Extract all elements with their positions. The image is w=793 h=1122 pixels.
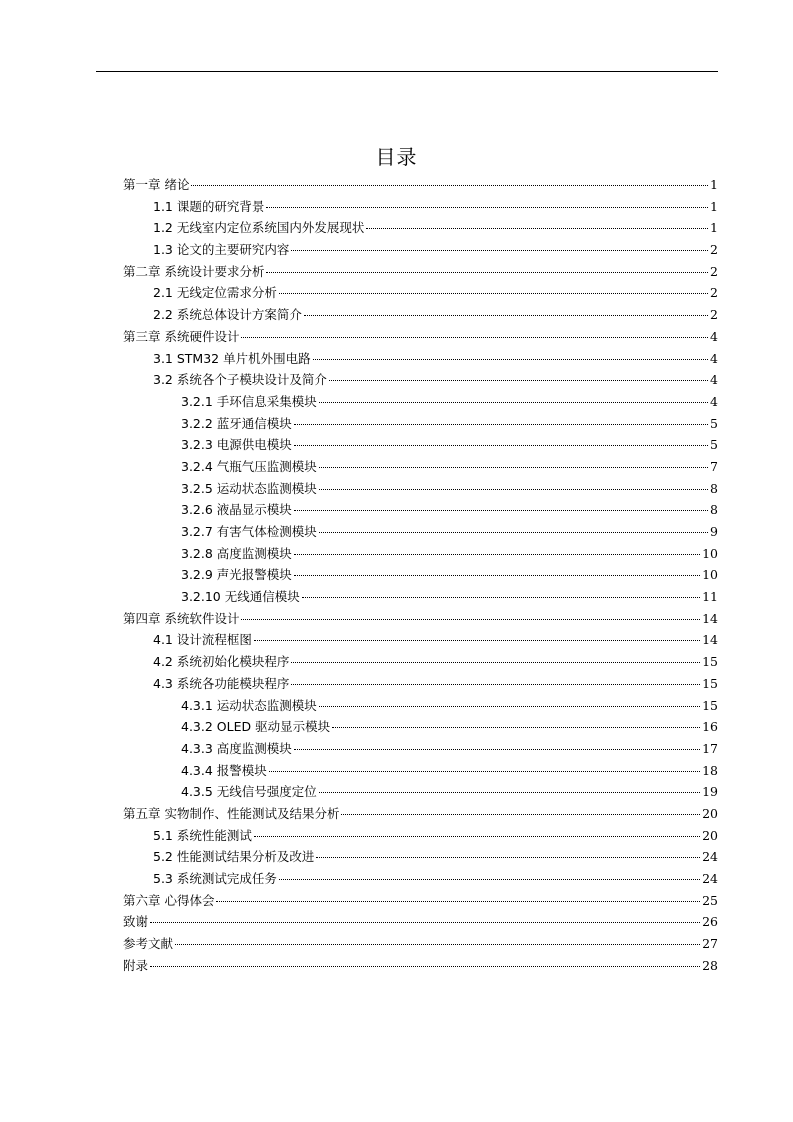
toc-entry-label: 4.3 系统各功能模块程序: [153, 675, 290, 691]
toc-dot-leader: [294, 424, 708, 425]
toc-dot-leader: [319, 706, 700, 707]
toc-page-number: 19: [702, 784, 718, 800]
toc-dot-leader: [150, 966, 700, 967]
toc-page-number: 4: [710, 372, 718, 388]
toc-entry-label: 5.2 性能测试结果分析及改进: [153, 849, 315, 865]
toc-dot-leader: [304, 315, 708, 316]
toc-entry[interactable]: [123, 522, 718, 544]
toc-entry-label: 2.2 系统总体设计方案简介: [153, 307, 302, 323]
toc-dot-leader: [319, 792, 700, 793]
toc-entry-label: 第六章 心得体会: [123, 892, 215, 908]
toc-page-number: 8: [710, 502, 718, 518]
toc-page-number: 15: [702, 675, 718, 691]
toc-entry[interactable]: [123, 500, 718, 522]
toc-page-number: 24: [702, 849, 718, 865]
toc-page-number: 20: [702, 805, 718, 821]
toc-page-number: 4: [710, 350, 718, 366]
toc-entry-label: 4.3.2 OLED 驱动显示模块: [181, 719, 331, 735]
toc-entry[interactable]: [123, 652, 718, 674]
toc-page-number: 2: [710, 263, 718, 279]
toc-entry[interactable]: [123, 912, 718, 934]
toc-page-number: 1: [710, 198, 718, 214]
toc-dot-leader: [266, 272, 708, 273]
toc-entry[interactable]: [123, 934, 718, 956]
toc-entry-label: 3.2.3 电源供电模块: [181, 437, 292, 453]
toc-dot-leader: [294, 445, 708, 446]
toc-page-number: 17: [702, 740, 718, 756]
toc-entry[interactable]: [123, 197, 718, 219]
toc-entry[interactable]: [123, 435, 718, 457]
toc-entry[interactable]: [123, 305, 718, 327]
toc-dot-leader: [191, 185, 708, 186]
toc-entry[interactable]: [123, 761, 718, 783]
toc-dot-leader: [294, 554, 700, 555]
toc-page-number: 5: [710, 415, 718, 431]
toc-entry[interactable]: [123, 826, 718, 848]
toc-dot-leader: [291, 684, 700, 685]
toc-entry-label: 第二章 系统设计要求分析: [123, 263, 265, 279]
toc-entry-label: 第五章 实物制作、性能测试及结果分析: [123, 805, 340, 821]
toc-page-number: 25: [702, 892, 718, 908]
toc-entry[interactable]: [123, 847, 718, 869]
toc-entry[interactable]: [123, 717, 718, 739]
toc-entry[interactable]: [123, 739, 718, 761]
toc-entry-label: 1.1 课题的研究背景: [153, 198, 265, 214]
toc-dot-leader: [291, 662, 700, 663]
toc-entry-label: 4.3.4 报警模块: [181, 762, 267, 778]
toc-page-number: 15: [702, 654, 718, 670]
toc-dot-leader: [294, 575, 700, 576]
toc-dot-leader: [266, 207, 708, 208]
toc-page-number: 5: [710, 437, 718, 453]
toc-entry-label: 1.3 论文的主要研究内容: [153, 242, 290, 258]
toc-dot-leader: [254, 640, 700, 641]
toc-entry[interactable]: [123, 283, 718, 305]
toc-entry-label: 4.3.3 高度监测模块: [181, 740, 292, 756]
toc-page-number: 9: [710, 524, 718, 539]
toc-entry-label: 3.2.4 气瓶气压监测模块: [181, 458, 317, 474]
toc-page-number: 18: [702, 762, 718, 778]
toc-entry-label: 4.1 设计流程框图: [153, 632, 252, 648]
toc-entry-label: 3.2 系统各个子模块设计及简介: [153, 372, 327, 388]
header-rule: [96, 71, 718, 72]
toc-page-number: 4: [710, 393, 718, 409]
toc-entry-label: 3.2.7 有害气体检测模块: [181, 524, 317, 539]
toc-page-number: 14: [702, 610, 718, 626]
toc-page-number: 4: [710, 328, 718, 344]
toc-dot-leader: [319, 489, 708, 490]
toc-page-number: 20: [702, 827, 718, 843]
toc-dot-leader: [332, 727, 700, 728]
toc-entry-label: 致谢: [123, 914, 149, 930]
toc-dot-leader: [150, 922, 700, 923]
toc-entry[interactable]: [123, 392, 718, 414]
toc-entry-label: 附录: [123, 957, 149, 973]
toc-entry[interactable]: [123, 956, 718, 978]
toc-entry[interactable]: [123, 370, 718, 392]
toc-page-number: 26: [702, 914, 718, 930]
toc-dot-leader: [175, 944, 700, 945]
toc-entry[interactable]: [123, 218, 718, 240]
toc-entry-label: 2.1 无线定位需求分析: [153, 285, 277, 301]
toc-entry[interactable]: [123, 674, 718, 696]
toc-page-number: 2: [710, 307, 718, 323]
toc-entry-label: 4.3.5 无线信号强度定位: [181, 784, 317, 800]
toc-entry-label: 4.2 系统初始化模块程序: [153, 654, 290, 670]
toc-entry[interactable]: [123, 891, 718, 913]
toc-entry-label: 第四章 系统软件设计: [123, 610, 240, 626]
toc-page-number: 10: [702, 567, 718, 583]
toc-entry-label: 3.2.2 蓝牙通信模块: [181, 415, 292, 431]
table-of-contents: [123, 175, 718, 977]
toc-entry-label: 第一章 绪论: [123, 177, 190, 192]
toc-page-number: 24: [702, 871, 718, 886]
toc-entry-label: 1.2 无线室内定位系统国内外发展现状: [153, 220, 365, 236]
toc-dot-leader: [241, 337, 708, 338]
toc-entry-label: 3.2.10 无线通信模块: [181, 589, 300, 605]
toc-page-number: 16: [702, 719, 718, 735]
toc-dot-leader: [319, 402, 708, 403]
toc-page-number: 10: [702, 545, 718, 561]
toc-entry[interactable]: [123, 696, 718, 718]
toc-entry-label: 5.3 系统测试完成任务: [153, 871, 277, 886]
toc-page-number: 2: [710, 285, 718, 301]
toc-dot-leader: [216, 901, 700, 902]
toc-page-number: 11: [702, 589, 718, 605]
toc-entry[interactable]: [123, 587, 718, 609]
toc-page-number: 8: [710, 480, 718, 496]
toc-dot-leader: [319, 467, 708, 468]
toc-dot-leader: [279, 293, 708, 294]
toc-entry[interactable]: [123, 609, 718, 631]
toc-dot-leader: [316, 857, 700, 858]
toc-entry[interactable]: [123, 479, 718, 501]
toc-entry[interactable]: [123, 544, 718, 566]
toc-dot-leader: [254, 836, 700, 837]
toc-entry[interactable]: [123, 782, 718, 804]
toc-entry-label: 5.1 系统性能测试: [153, 827, 252, 843]
toc-page-number: 14: [702, 632, 718, 648]
toc-page-number: 27: [702, 936, 718, 952]
toc-entry[interactable]: [123, 869, 718, 891]
toc-entry-label: 3.2.1 手环信息采集模块: [181, 393, 317, 409]
toc-dot-leader: [302, 597, 700, 598]
toc-dot-leader: [294, 510, 708, 511]
toc-entry-label: 3.1 STM32 单片机外围电路: [153, 350, 311, 366]
toc-entry-label: 第三章 系统硬件设计: [123, 328, 240, 344]
toc-dot-leader: [313, 359, 708, 360]
toc-entry-label: 3.2.5 运动状态监测模块: [181, 480, 317, 496]
toc-entry[interactable]: [123, 414, 718, 436]
toc-entry-label: 4.3.1 运动状态监测模块: [181, 697, 317, 713]
toc-page-number: 15: [702, 697, 718, 713]
page-title: 目录: [375, 145, 418, 169]
toc-entry[interactable]: [123, 457, 718, 479]
toc-page-number: 7: [710, 458, 718, 474]
toc-page-number: 1: [710, 177, 718, 192]
toc-entry-label: 3.2.6 液晶显示模块: [181, 502, 292, 518]
toc-dot-leader: [294, 749, 700, 750]
toc-entry-label: 参考文献: [123, 936, 174, 952]
toc-entry[interactable]: [123, 565, 718, 587]
toc-dot-leader: [279, 879, 700, 880]
toc-dot-leader: [291, 250, 708, 251]
toc-entry[interactable]: [123, 349, 718, 371]
toc-entry[interactable]: [123, 240, 718, 262]
toc-dot-leader: [341, 814, 700, 815]
toc-dot-leader: [241, 619, 700, 620]
toc-dot-leader: [329, 380, 708, 381]
toc-entry[interactable]: [123, 327, 718, 349]
toc-entry[interactable]: [123, 630, 718, 652]
toc-page-number: 2: [710, 242, 718, 258]
toc-dot-leader: [366, 228, 708, 229]
toc-entry[interactable]: [123, 804, 718, 826]
toc-dot-leader: [319, 532, 708, 533]
toc-entry[interactable]: [123, 175, 718, 197]
toc-entry[interactable]: [123, 262, 718, 284]
toc-page-number: 1: [710, 220, 718, 236]
toc-entry-label: 3.2.9 声光报警模块: [181, 567, 292, 583]
toc-dot-leader: [269, 771, 700, 772]
toc-entry-label: 3.2.8 高度监测模块: [181, 545, 292, 561]
toc-page-number: 28: [702, 957, 718, 973]
